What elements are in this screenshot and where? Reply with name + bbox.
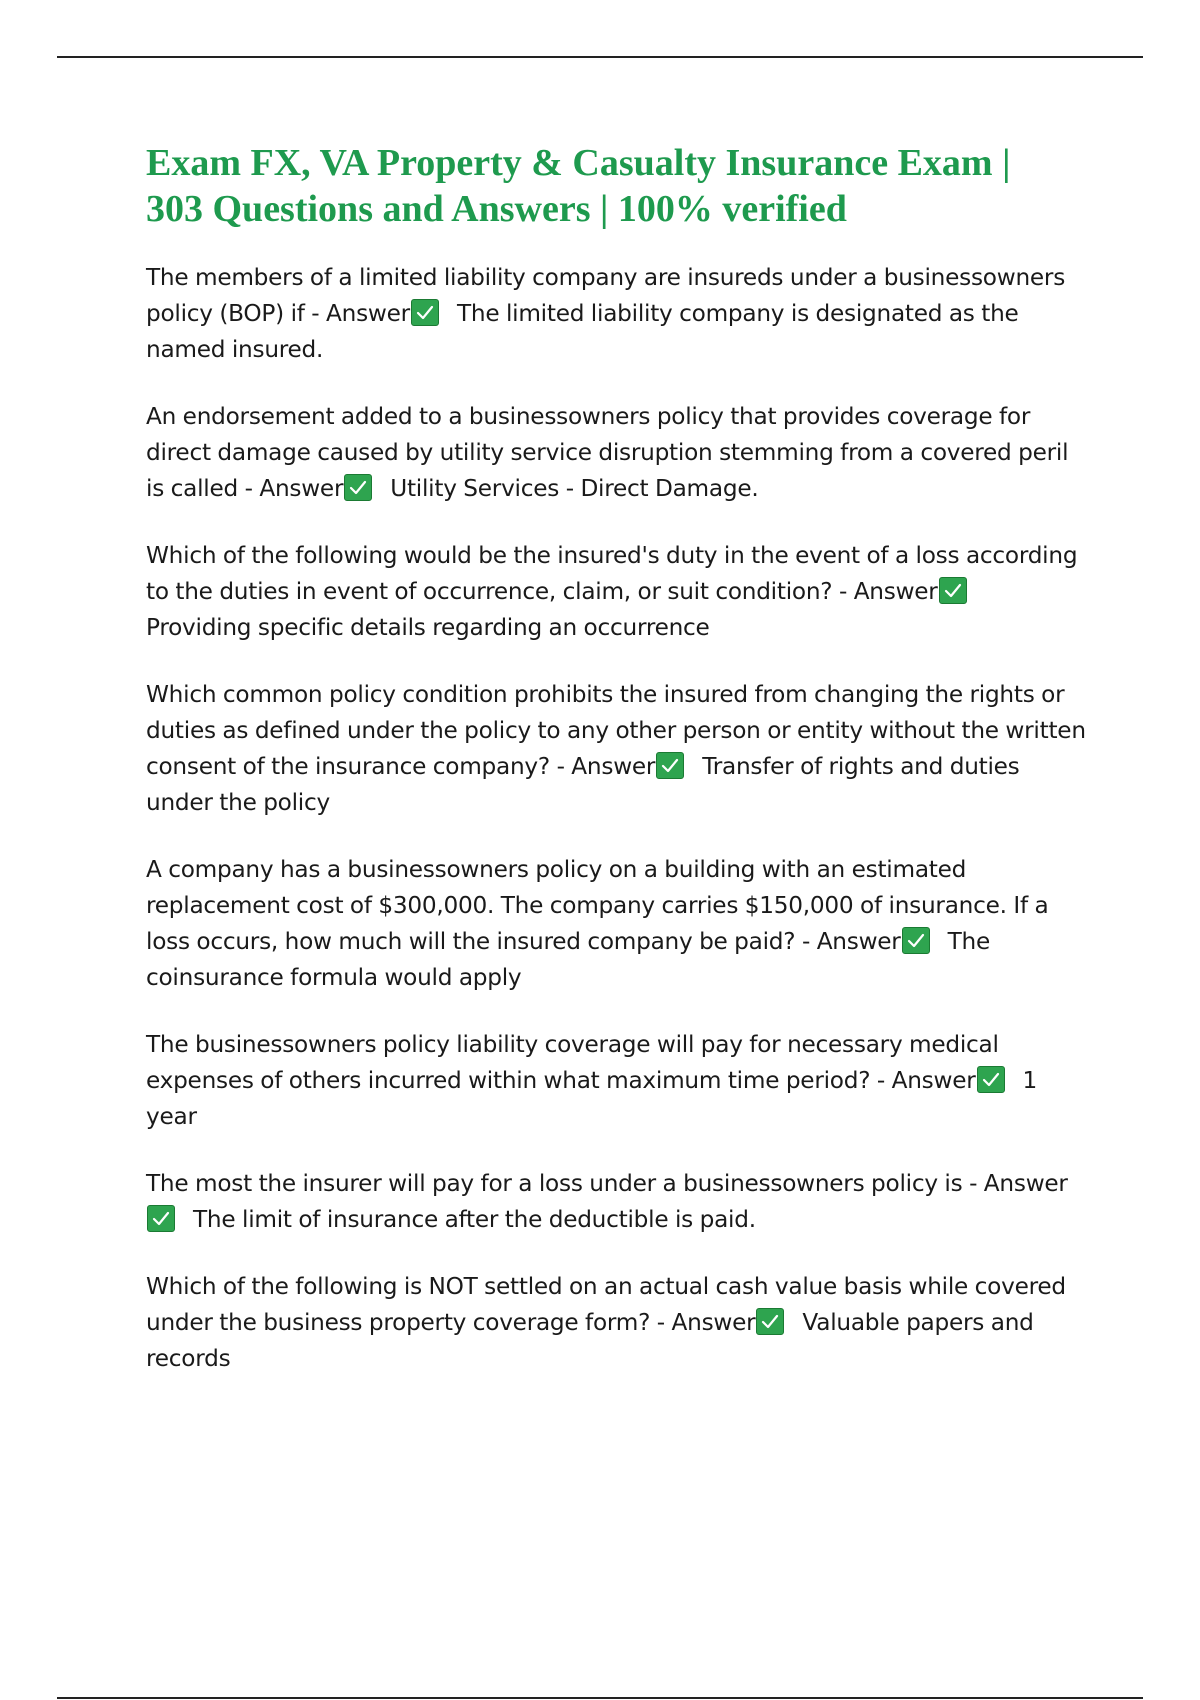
qa-item — [146, 852, 1086, 996]
bottom-divider — [57, 1697, 1143, 1699]
question-text: The members of a limited liability company are insureds under a businessowners policy (BOP) if - Answer — [146, 264, 1066, 327]
question-text: The most the insurer will pay for a loss under a businessowners policy is - Answer — [146, 1170, 1068, 1197]
page-title-line-2: 303 Questions and Answers | 100% verified — [146, 188, 847, 230]
check-mark-icon — [902, 927, 930, 954]
check-mark-icon — [939, 577, 967, 604]
check-mark-icon — [344, 474, 372, 501]
page-title-line-1: Exam FX, VA Property & Casualty Insurance Exam | — [146, 142, 1011, 184]
check-mark-icon — [411, 299, 439, 326]
qa-item — [146, 1269, 1086, 1377]
answer-text: Providing specific details regarding an occurrence — [146, 614, 710, 641]
answer-text: 1 year — [146, 1067, 1038, 1130]
answer-text: The coinsurance formula would apply — [146, 928, 990, 991]
answer-text: Valuable papers and records — [146, 1309, 1034, 1372]
document-body — [146, 140, 1086, 1408]
answer-text: Transfer of rights and duties under the policy — [146, 753, 1020, 816]
top-divider — [57, 56, 1143, 58]
question-text: An endorsement added to a businessowners policy that provides coverage for direct damage caused by utility service disruption stemming from a covered peril is called - Answer — [146, 403, 1069, 502]
question-text: Which of the following is NOT settled on an actual cash value basis while covered under the business property coverage form? - Answer — [146, 1273, 1066, 1336]
check-mark-icon — [147, 1205, 175, 1232]
check-mark-icon — [977, 1066, 1005, 1093]
question-text: Which common policy condition prohibits the insured from changing the rights or duties as defined under the policy to any other person or entity without the written consent of the insurance company? - Answer — [146, 681, 1086, 780]
qa-item — [146, 260, 1086, 368]
question-text: Which of the following would be the insured's duty in the event of a loss according to the duties in event of occurrence, claim, or suit condition? - Answer — [146, 542, 1078, 605]
answer-text: Utility Services - Direct Damage. — [390, 475, 759, 502]
page-title — [146, 140, 1086, 232]
answer-text: The limit of insurance after the deductible is paid. — [193, 1206, 756, 1233]
qa-item — [146, 399, 1086, 507]
qa-item — [146, 1027, 1086, 1135]
qa-item — [146, 538, 1086, 646]
qa-item — [146, 1166, 1086, 1238]
answer-text: The limited liability company is designated as the named insured. — [146, 300, 1019, 363]
question-text: The businessowners policy liability coverage will pay for necessary medical expenses of others incurred within what maximum time period? - Answer — [146, 1031, 999, 1094]
question-text: A company has a businessowners policy on a building with an estimated replacement cost of $300,000. The company carries $150,000 of insurance. If a loss occurs, how much will the insured company be paid? - Answer — [146, 856, 1049, 955]
check-mark-icon — [756, 1308, 784, 1335]
check-mark-icon — [656, 752, 684, 779]
qa-item — [146, 677, 1086, 821]
